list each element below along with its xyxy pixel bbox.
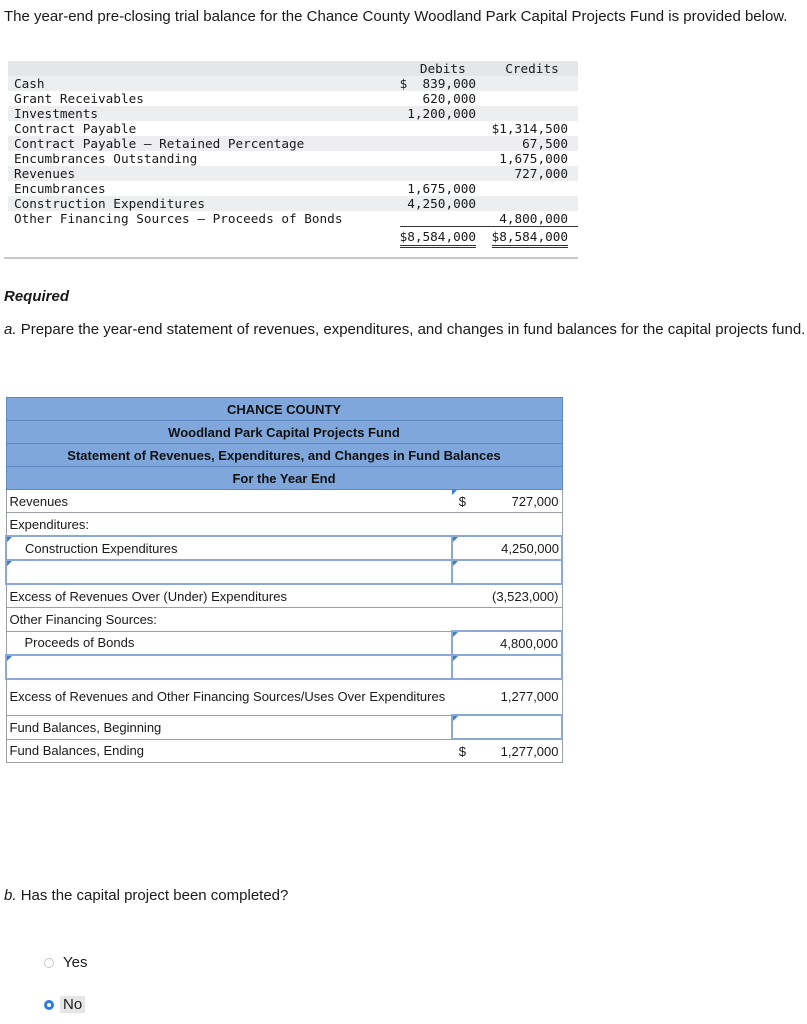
dollar-sign: $	[399, 76, 408, 91]
intro-text: The year-end pre-closing trial balance for the Chance County Woodland Park Capital Projects Fund is provided below.	[4, 8, 788, 25]
trial-balance-row	[8, 121, 578, 136]
debit-amount: 620,000	[422, 91, 476, 106]
account-name: Investments	[8, 106, 400, 121]
debit-amount	[400, 166, 486, 181]
debit-amount: 1,200,000	[400, 106, 486, 121]
trial-balance-row	[8, 196, 578, 211]
credit-amount	[486, 106, 578, 121]
credit-amount	[486, 196, 578, 211]
debit-amount	[400, 211, 486, 227]
debit-amount	[400, 151, 486, 166]
excess-row	[6, 584, 562, 608]
bonds-value-input[interactable]: 4,800,000	[452, 631, 562, 655]
question-a-text: Prepare the year-end statement of revenues, expenditures, and changes in fund balances for the capital projects fund.	[20, 321, 806, 338]
statement-entity: CHANCE COUNTY	[6, 398, 562, 421]
debit-amount: $ 839,000	[400, 76, 486, 91]
expenditures-label: Expenditures:	[6, 513, 452, 537]
construction-value-input[interactable]: 4,250,000	[452, 536, 562, 560]
ofs-label: Other Financing Sources:	[6, 608, 452, 632]
trial-balance-table	[8, 61, 578, 244]
credit-amount	[486, 181, 578, 196]
excess-total-label: Excess of Revenues and Other Financing Sources/Uses Over Expenditures	[6, 679, 452, 715]
debit-amount	[400, 136, 486, 151]
construction-row	[6, 536, 562, 560]
debit-amount: 1,675,000	[407, 181, 476, 196]
input-flag-icon	[453, 656, 458, 661]
option-yes-label: Yes	[63, 954, 88, 971]
credit-amount: 4,800,000	[486, 211, 578, 227]
radio-unselected-icon[interactable]	[44, 958, 54, 968]
trial-balance-row	[8, 106, 578, 121]
question-b-letter: b.	[4, 887, 17, 904]
question-b-text: Has the capital project been completed?	[20, 887, 289, 904]
expenditures-row	[6, 513, 562, 537]
trial-balance-row	[8, 181, 578, 196]
radio-selected-icon[interactable]	[44, 1000, 54, 1010]
fb-begin-value-input[interactable]	[452, 715, 562, 739]
debits-header: Debits	[400, 61, 486, 76]
input-flag-icon	[7, 561, 12, 566]
fb-end-sign: $	[452, 739, 468, 763]
option-yes[interactable]	[44, 954, 90, 971]
excess-label: Excess of Revenues Over (Under) Expenditures	[6, 584, 452, 608]
blank-expenditure-row	[6, 560, 562, 584]
ofs-row	[6, 608, 562, 632]
fb-begin-label: Fund Balances, Beginning	[6, 715, 452, 739]
trial-balance-header	[8, 61, 578, 76]
credit-amount	[486, 76, 578, 91]
excess-total-value[interactable]: 1,277,000	[468, 679, 562, 715]
divider	[4, 257, 578, 259]
trial-balance-row	[8, 151, 578, 166]
account-name: Grant Receivables	[14, 91, 144, 106]
account-name: Contract Payable	[14, 121, 137, 136]
fb-end-row	[6, 739, 562, 763]
statement-title: Statement of Revenues, Expenditures, and Changes in Fund Balances	[6, 444, 562, 467]
blank-ofs-row	[6, 655, 562, 679]
trial-balance-row	[8, 76, 578, 91]
fb-end-value[interactable]: 1,277,000	[468, 739, 562, 763]
excess-total-row	[6, 679, 562, 715]
blank-value-input[interactable]	[452, 560, 562, 584]
statement-table	[5, 397, 563, 763]
fb-begin-row	[6, 715, 562, 739]
credit-amount	[486, 91, 578, 106]
construction-label-input[interactable]: Construction Expenditures	[6, 536, 452, 560]
question-b	[4, 887, 288, 904]
input-flag-icon	[453, 716, 458, 721]
total-debits: $8,584,000	[400, 227, 486, 245]
credit-amount: 1,675,000	[499, 151, 568, 166]
input-flag-icon	[453, 632, 458, 637]
statement-fund: Woodland Park Capital Projects Fund	[6, 421, 562, 444]
account-name: Cash	[8, 76, 400, 91]
account-name: Contract Payable – Retained Percentage	[8, 136, 400, 151]
trial-balance-row	[8, 136, 578, 151]
revenues-value-input[interactable]: 727,000	[468, 490, 562, 513]
input-flag-icon	[452, 490, 457, 495]
trial-balance-total-row	[8, 227, 578, 245]
debit-amount: 4,250,000	[400, 196, 486, 211]
revenues-row	[6, 490, 562, 513]
bonds-row	[6, 631, 562, 655]
required-heading: Required	[4, 288, 70, 305]
account-name: Construction Expenditures	[8, 196, 400, 211]
input-flag-icon	[453, 537, 458, 542]
account-name: Encumbrances	[14, 181, 106, 196]
account-name: Revenues	[8, 166, 400, 181]
option-no-label: No	[60, 996, 85, 1013]
excess-value[interactable]: (3,523,000)	[468, 584, 562, 608]
total-credits: $8,584,000	[486, 227, 578, 245]
account-name: Other Financing Sources – Proceeds of Bonds	[14, 211, 343, 227]
trial-balance-row	[8, 91, 578, 106]
bonds-label: Proceeds of Bonds	[6, 631, 452, 655]
option-no[interactable]	[44, 996, 85, 1013]
fb-end-label: Fund Balances, Ending	[6, 739, 452, 763]
revenues-sign[interactable]: $	[452, 490, 468, 513]
debit-amount	[400, 121, 486, 136]
blank-ofs-label-input[interactable]	[6, 655, 452, 679]
input-flag-icon	[453, 561, 458, 566]
credit-amount: 727,000	[486, 166, 578, 181]
input-flag-icon	[7, 656, 12, 661]
statement-period: For the Year End	[6, 467, 562, 490]
question-a-letter: a.	[4, 321, 17, 338]
credit-amount: $1,314,500	[491, 121, 568, 136]
question-a	[4, 321, 807, 339]
revenues-label: Revenues	[6, 490, 452, 513]
blank-ofs-value-input[interactable]	[452, 655, 562, 679]
account-name: Encumbrances Outstanding	[14, 151, 198, 166]
trial-balance-row	[8, 211, 578, 227]
blank-label-input[interactable]	[6, 560, 452, 584]
input-flag-icon	[7, 537, 12, 542]
trial-balance-row	[8, 166, 578, 181]
credits-header: Credits	[486, 61, 578, 76]
credit-amount: 67,500	[486, 136, 578, 151]
